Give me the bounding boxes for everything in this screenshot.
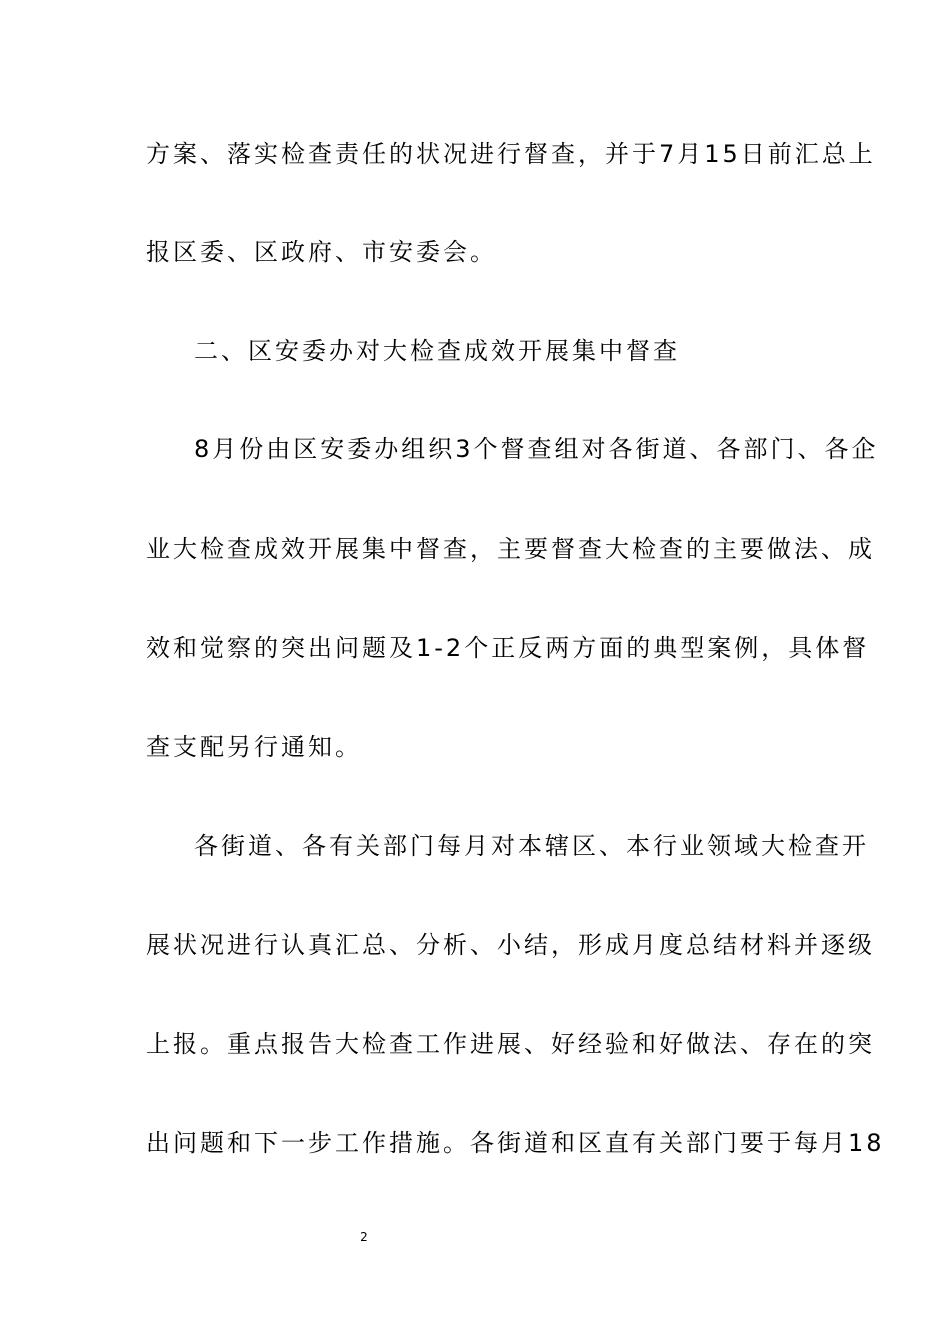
body-line: 展状况进行认真汇总、分析、小结，形成月度总结材料并逐级 bbox=[146, 931, 875, 959]
body-line: 效和觉察的突出问题及1-2个正反两方面的典型案例，具体督 bbox=[146, 634, 870, 662]
section-heading: 二、区安委办对大检查成效开展集中督查 bbox=[194, 337, 680, 365]
body-line: 各街道、各有关部门每月对本辖区、本行业领域大检查开 bbox=[194, 832, 869, 860]
body-line: 方案、落实检查责任的状况进行督查，并于7月15日前汇总上 bbox=[146, 140, 876, 168]
page-number: 2 bbox=[360, 1230, 368, 1244]
body-line: 上报。重点报告大检查工作进展、好经验和好做法、存在的突 bbox=[146, 1030, 875, 1058]
body-line: 业大检查成效开展集中督查，主要督查大检查的主要做法、成 bbox=[146, 535, 875, 563]
body-line: 报区委、区政府、市安委会。 bbox=[146, 238, 497, 266]
body-line: 出问题和下一步工作措施。各街道和区直有关部门要于每月18 bbox=[146, 1129, 885, 1157]
body-line: 查支配另行通知。 bbox=[146, 733, 362, 761]
body-line: 8月份由区安委办组织3个督查组对各街道、各部门、各企 bbox=[194, 435, 879, 463]
